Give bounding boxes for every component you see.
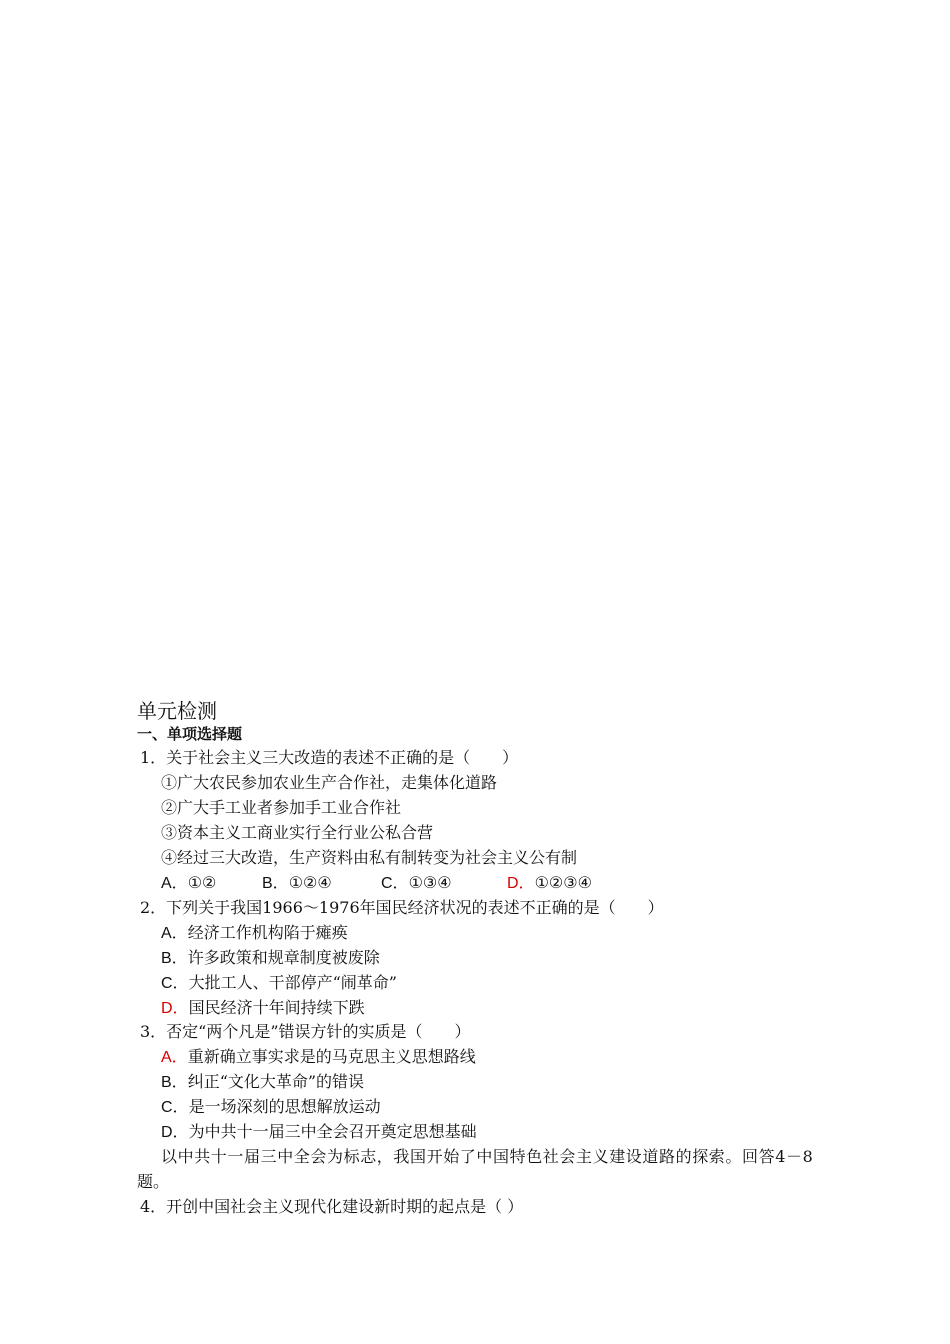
question-2-option-d — [161, 997, 365, 1020]
passage-text-continued: 题。 — [137, 1172, 170, 1191]
option-label: D． — [507, 875, 535, 892]
question-3-option-d — [161, 1121, 477, 1144]
question-1-item: ②广大手工业者参加手工业合作社 — [161, 798, 402, 817]
option-text: 是一场深刻的思想解放运动 — [188, 1097, 381, 1116]
option-text: 为中共十一届三中全会召开奠定思想基础 — [188, 1122, 477, 1141]
option-text: 许多政策和规章制度被废除 — [187, 948, 380, 967]
question-3-option-c — [161, 1096, 381, 1119]
option-label: C． — [161, 1099, 189, 1116]
option-label: B． — [161, 950, 188, 967]
question-3-option-b — [161, 1071, 364, 1094]
question-2-option-a — [161, 922, 348, 945]
option-label: C． — [381, 875, 409, 892]
option-label: A． — [161, 925, 188, 942]
option-text: 重新确立事实求是的马克思主义思想路线 — [187, 1047, 476, 1066]
option-text: 大批工人、干部停产“闹革命” — [188, 973, 397, 992]
option-text: 纠正“文化大革命”的错误 — [187, 1072, 365, 1091]
option-label: B． — [262, 875, 289, 892]
question-2-option-c — [161, 972, 397, 995]
option-text: ①②④ — [288, 873, 332, 892]
question-1-option-c — [381, 872, 452, 895]
option-label: B． — [161, 1074, 188, 1091]
option-text: ①② — [187, 873, 217, 892]
option-label: C． — [161, 975, 189, 992]
question-4-stem: 4．开创中国社会主义现代化建设新时期的起点是（ ） — [140, 1197, 524, 1216]
option-label: A． — [161, 875, 188, 892]
option-text: 经济工作机构陷于瘫痪 — [187, 923, 348, 942]
question-1-item: ④经过三大改造，生产资料由私有制转变为社会主义公有制 — [161, 848, 578, 867]
option-text: ①③④ — [408, 873, 452, 892]
question-2-stem: 2．下列关于我国1966～1976年国民经济状况的表述不正确的是（ ） — [140, 898, 664, 917]
page-title: 单元检测 — [137, 699, 217, 723]
option-label: D． — [161, 1000, 189, 1017]
question-1-stem: 1．关于社会主义三大改造的表述不正确的是（ ） — [140, 748, 519, 767]
question-1-option-d — [507, 872, 592, 895]
option-text: 国民经济十年间持续下跌 — [188, 998, 365, 1017]
question-3-stem: 3．否定“两个凡是”错误方针的实质是（ ） — [140, 1022, 471, 1041]
question-3-option-a — [161, 1046, 476, 1069]
question-1-option-a — [161, 872, 216, 895]
question-1-option-b — [262, 872, 332, 895]
question-2-option-b — [161, 947, 380, 970]
option-label: D． — [161, 1124, 189, 1141]
option-label: A． — [161, 1049, 188, 1066]
passage-text: 以中共十一届三中全会为标志，我国开始了中国特色社会主义建设道路的探索。回答4－8 — [161, 1147, 814, 1166]
question-1-item: ①广大农民参加农业生产合作社，走集体化道路 — [161, 773, 498, 792]
option-text: ①②③④ — [534, 873, 592, 892]
question-1-item: ③资本主义工商业实行全行业公私合营 — [161, 823, 434, 842]
section-heading: 一、单项选择题 — [137, 725, 243, 743]
